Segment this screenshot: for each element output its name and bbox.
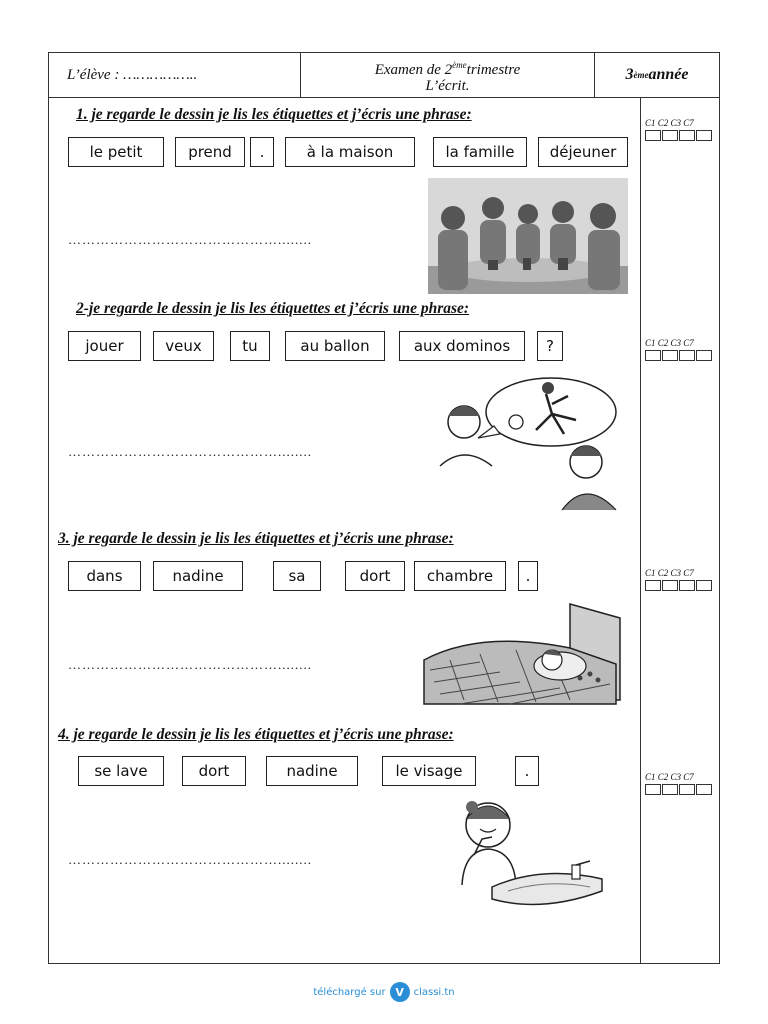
children-thinking-ball-illustration (436, 374, 626, 514)
header-table (48, 52, 720, 98)
word-tag[interactable]: . (518, 561, 538, 591)
family-dinner-illustration (428, 178, 628, 294)
word-tag[interactable]: tu (230, 331, 270, 361)
criteria-box[interactable] (696, 580, 712, 591)
exam-title-cell (301, 53, 595, 97)
word-tag[interactable]: . (515, 756, 539, 786)
criteria-box[interactable] (679, 130, 695, 141)
criteria-box[interactable] (696, 350, 712, 361)
exercise-2-title: 2-je regarde le dessin je lis les étiquettes et j’écris une phrase: (76, 300, 470, 317)
word-tag[interactable]: nadine (266, 756, 358, 786)
criteria-grid: C1 C2 C3 C7 (645, 118, 717, 141)
word-tag[interactable]: au ballon (285, 331, 385, 361)
criteria-grid: C1 C2 C3 C7 (645, 338, 717, 361)
criteria-box[interactable] (679, 784, 695, 795)
criteria-grid: C1 C2 C3 C7 (645, 568, 717, 591)
word-tag[interactable]: nadine (153, 561, 243, 591)
criteria-grid: C1 C2 C3 C7 (645, 772, 717, 795)
footer-prefix: téléchargé sur (313, 986, 386, 998)
word-tag[interactable]: dans (68, 561, 141, 591)
word-tag[interactable]: aux dominos (399, 331, 525, 361)
student-name-cell (49, 53, 301, 97)
criteria-box[interactable] (696, 784, 712, 795)
grade-level-cell: 3 ème année (625, 66, 689, 83)
criteria-column-divider (640, 98, 641, 964)
word-tag[interactable]: chambre (414, 561, 506, 591)
word-tag[interactable]: veux (153, 331, 214, 361)
word-tag[interactable]: le visage (382, 756, 476, 786)
girl-washing-face-illustration (452, 795, 612, 917)
word-tag[interactable]: déjeuner (538, 137, 628, 167)
criteria-box[interactable] (662, 350, 678, 361)
word-tag[interactable]: sa (273, 561, 321, 591)
criteria-box[interactable] (662, 580, 678, 591)
criteria-box[interactable] (662, 130, 678, 141)
footer-watermark (0, 982, 768, 1002)
word-tag[interactable]: le petit (68, 137, 164, 167)
exam-subtitle: L’écrit. (425, 77, 470, 94)
student-name-label: L’élève : …………….. (67, 66, 198, 83)
word-tag[interactable]: ? (537, 331, 563, 361)
criteria-box[interactable] (645, 784, 661, 795)
footer-site-link[interactable]: classi.tn (413, 986, 455, 998)
sleeping-girl-illustration (420, 600, 626, 710)
exercise-3-title: 3. je regarde le dessin je lis les étiquettes et j’écris une phrase: (58, 530, 454, 547)
criteria-box[interactable] (662, 784, 678, 795)
word-tag[interactable]: se lave (78, 756, 164, 786)
word-tag[interactable]: prend (175, 137, 245, 167)
criteria-box[interactable] (645, 130, 661, 141)
criteria-box[interactable] (679, 350, 695, 361)
answer-line[interactable]: ………………………………………........ (68, 852, 312, 867)
word-tag[interactable]: dort (182, 756, 246, 786)
criteria-box[interactable] (645, 580, 661, 591)
exam-title: Examen de 2èmetrimestre (374, 59, 521, 78)
criteria-box[interactable] (696, 130, 712, 141)
classi-logo-icon: V (390, 982, 410, 1002)
criteria-box[interactable] (645, 350, 661, 361)
criteria-box[interactable] (679, 580, 695, 591)
answer-line[interactable]: ………………………………………........ (68, 444, 312, 459)
answer-line[interactable]: ………………………………………........ (68, 232, 312, 247)
word-tag[interactable]: . (250, 137, 274, 167)
word-tag[interactable]: dort (345, 561, 405, 591)
answer-line[interactable]: ………………………………………........ (68, 657, 312, 672)
word-tag[interactable]: la famille (433, 137, 527, 167)
exercise-1-title: 1. je regarde le dessin je lis les étiquettes et j’écris une phrase: (76, 106, 472, 123)
word-tag[interactable]: jouer (68, 331, 141, 361)
exercise-4-title: 4. je regarde le dessin je lis les étiquettes et j’écris une phrase: (58, 726, 454, 743)
word-tag[interactable]: à la maison (285, 137, 415, 167)
